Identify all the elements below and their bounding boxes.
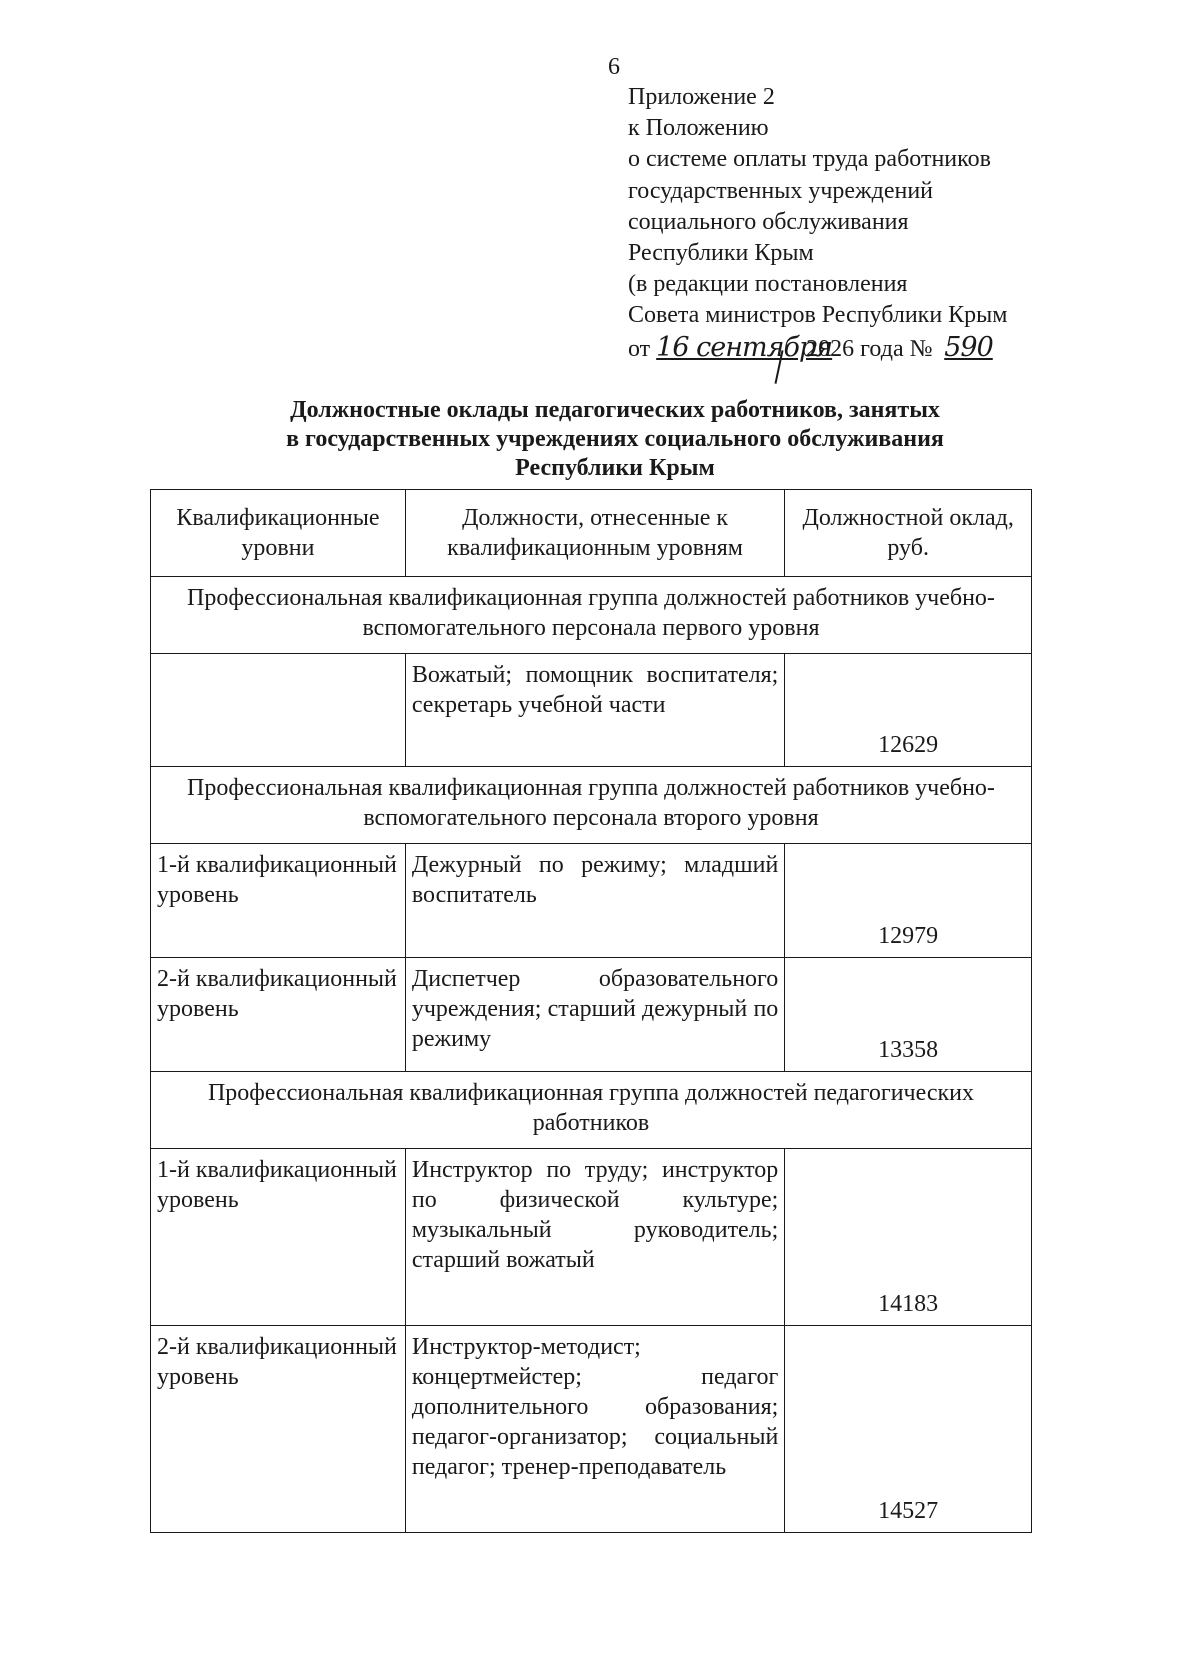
table-row — [151, 654, 1032, 767]
document-title — [150, 396, 1080, 483]
salary-table — [150, 489, 1032, 1533]
header-salary: Должностной оклад, руб. — [785, 490, 1032, 577]
handwritten-number: 590 — [944, 331, 993, 363]
appendix-line: Приложение 2 — [628, 84, 775, 110]
resolution-date-line — [628, 332, 1108, 365]
positions-cell: Диспетчер образовательного учреждения; старший дежурный по режиму — [405, 958, 784, 1072]
salary-cell: 13358 — [785, 958, 1032, 1072]
positions-cell: Дежурный по режиму; младший воспитатель — [405, 844, 784, 958]
header-positions: Должности, отнесенные к квалификационным уровням — [405, 490, 784, 577]
salary-cell: 14527 — [785, 1326, 1032, 1533]
year-text: 2026 года № — [806, 335, 933, 362]
title-line: в государственных учреждениях социального обслуживания — [286, 426, 944, 452]
appendix-line: (в редакции постановления — [628, 271, 908, 298]
appendix-line: Совета министров Республики Крым — [628, 302, 1008, 329]
appendix-line: о системе оплаты труда работников — [628, 146, 991, 173]
appendix-line: государственных учреждений — [628, 177, 934, 204]
table-header-row — [151, 490, 1032, 577]
page-number: 6 — [608, 54, 620, 80]
salary-cell: 12629 — [785, 654, 1032, 767]
header-level: Квалификационные уровни — [151, 490, 406, 577]
table-row — [151, 1149, 1032, 1326]
positions-cell: Инструктор-методист; концертмейстер; педагог дополнительного образования; педагог-организатор; социальный педагог; тренер-преподаватель — [405, 1326, 784, 1533]
table-row — [151, 844, 1032, 958]
salary-cell: 12979 — [785, 844, 1032, 958]
table-row — [151, 958, 1032, 1072]
group-title: Профессиональная квалификационная группа должностей работников учебно-вспомогательного персонала первого уровня — [151, 577, 1032, 654]
group-title: Профессиональная квалификационная группа должностей работников учебно-вспомогательного персонала второго уровня — [151, 767, 1032, 844]
level-cell: 1-й квалификационный уровень — [151, 1149, 406, 1326]
level-cell — [151, 654, 406, 767]
date-prefix: от — [628, 335, 651, 362]
group-title: Профессиональная квалификационная группа должностей педагогических работников — [151, 1072, 1032, 1149]
level-cell: 2-й квалификационный уровень — [151, 958, 406, 1072]
title-line: Республики Крым — [515, 455, 715, 481]
title-line: Должностные оклады педагогических работников, занятых — [290, 397, 940, 423]
salary-cell: 14183 — [785, 1149, 1032, 1326]
group-header-row — [151, 767, 1032, 844]
appendix-line: социального обслуживания — [628, 208, 909, 235]
positions-cell: Вожатый; помощник воспитателя; секретарь учебной части — [405, 654, 784, 767]
handwritten-date: 16 сентября — [656, 331, 833, 363]
appendix-line: к Положению — [628, 115, 769, 142]
positions-cell: Инструктор по труду; инструктор по физической культуре; музыкальный руководитель; старший вожатый — [405, 1149, 784, 1326]
group-header-row — [151, 577, 1032, 654]
appendix-line: Республики Крым — [628, 240, 814, 267]
appendix-block — [628, 82, 1108, 365]
level-cell: 1-й квалификационный уровень — [151, 844, 406, 958]
group-header-row — [151, 1072, 1032, 1149]
level-cell: 2-й квалификационный уровень — [151, 1326, 406, 1533]
table-row — [151, 1326, 1032, 1533]
